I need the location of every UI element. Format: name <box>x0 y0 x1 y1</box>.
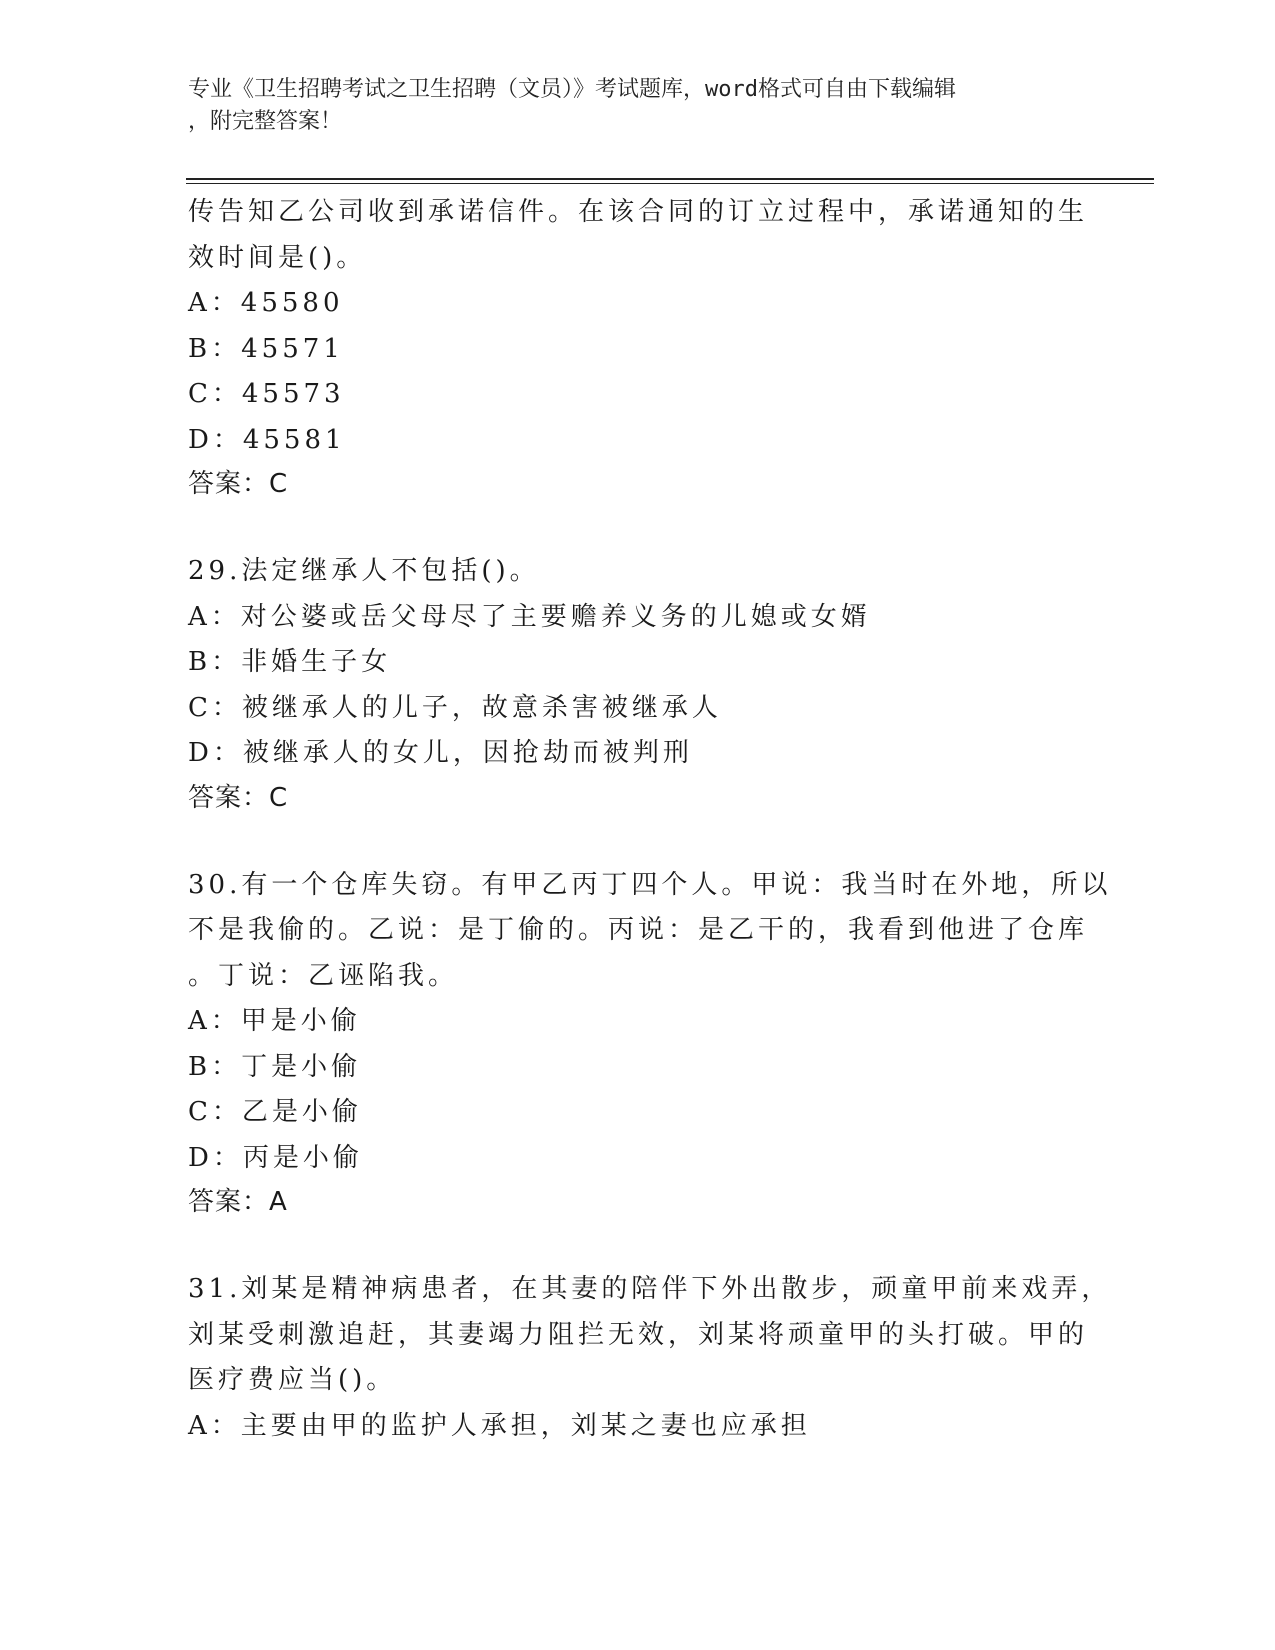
option-c: C：45573 <box>188 379 345 409</box>
document-header <box>188 74 1068 138</box>
answer-line: 答案：A <box>188 1187 288 1217</box>
option-a: A：主要由甲的监护人承担，刘某之妻也应承担 <box>188 1410 811 1441</box>
option-d: D：被继承人的女儿，因抢劫而被判刑 <box>188 738 693 768</box>
question-28 <box>188 190 1088 505</box>
option-d: D：丙是小偷 <box>188 1142 363 1173</box>
question-stem-line: 不是我偷的。乙说：是丁偷的。丙说：是乙干的，我看到他进了仓库 <box>188 915 1089 945</box>
question-stem-line: 29.法定继承人不包括()。 <box>188 556 540 586</box>
option-a: A：对公婆或岳父母尽了主要赡养义务的儿媳或女婿 <box>188 601 871 632</box>
question-stem-line: 传告知乙公司收到承诺信件。在该合同的订立过程中，承诺通知的生 <box>188 197 1089 227</box>
option-a: A：甲是小偷 <box>188 1006 361 1036</box>
question-stem-line: 刘某受刺激追赶，其妻竭力阻拦无效，刘某将顽童甲的头打破。甲的 <box>188 1319 1089 1350</box>
option-b: B：非婚生子女 <box>188 647 392 677</box>
option-c: C：被继承人的儿子，故意杀害被继承人 <box>188 692 722 723</box>
option-b: B：丁是小偷 <box>188 1051 362 1082</box>
header-line-1: 专业《卫生招聘考试之卫生招聘（文员）》考试题库，word格式可自由下载编辑 <box>188 77 956 102</box>
question-list <box>188 190 1112 1449</box>
question-stem-line: 医疗费应当()。 <box>188 1365 397 1395</box>
question-stem-line: 。丁说：乙诬陷我。 <box>188 960 459 991</box>
answer-line: 答案：C <box>188 782 289 813</box>
option-a: A：45580 <box>188 288 344 318</box>
option-d: D：45581 <box>188 424 346 455</box>
option-b: B：45571 <box>188 333 344 364</box>
option-c: C：乙是小偷 <box>188 1097 362 1127</box>
question-stem-line: 31.刘某是精神病患者，在其妻的陪伴下外出散步，顽童甲前来戏弄， <box>188 1274 1112 1304</box>
question-stem-line: 效时间是()。 <box>188 242 367 273</box>
header-line-2: ，附完整答案！ <box>188 109 343 134</box>
question-31 <box>188 1267 1112 1449</box>
header-rule-thin <box>186 183 1154 184</box>
question-30 <box>188 863 1112 1224</box>
header-rule-thick <box>186 178 1154 180</box>
question-29 <box>188 549 1088 819</box>
question-stem-line: 30.有一个仓库失窃。有甲乙丙丁四个人。甲说：我当时在外地，所以 <box>188 869 1112 900</box>
answer-line: 答案：C <box>188 469 289 499</box>
